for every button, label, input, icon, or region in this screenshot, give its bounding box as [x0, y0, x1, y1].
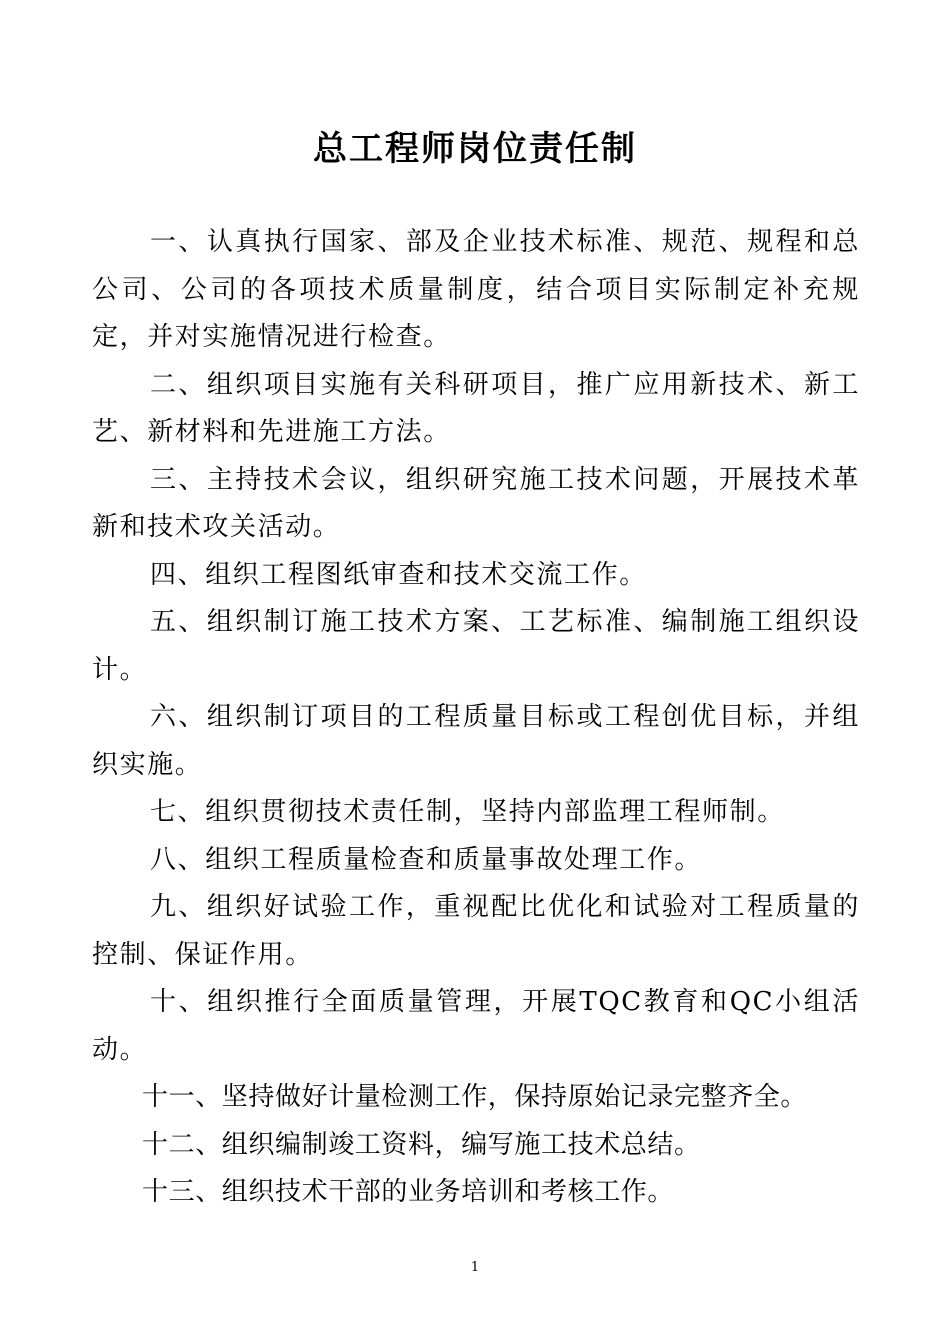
document-body [92, 219, 860, 1217]
paragraph-6: 六、组织制订项目的工程质量目标或工程创优目标，并组织实施。 [92, 702, 860, 780]
page-number: 1 [470, 1260, 480, 1275]
paragraph-10: 十、组织推行全面质量管理，开展TQC教育和QC小组活动。 [92, 987, 860, 1065]
paragraph-11: 十一、坚持做好计量检测工作，保持原始记录完整齐全。 [142, 1082, 808, 1112]
document-title: 总工程师岗位责任制 [313, 129, 637, 169]
paragraph-4: 四、组织工程图纸审查和技术交流工作。 [150, 559, 647, 590]
paragraph-9: 九、组织好试验工作，重视配比优化和试验对工程质量的控制、保证作用。 [92, 892, 860, 970]
paragraph-5: 五、组织制订施工技术方案、工艺标准、编制施工组织设计。 [92, 607, 860, 685]
paragraph-8: 八、组织工程质量检查和质量事故处理工作。 [150, 844, 703, 875]
paragraph-1: 一、认真执行国家、部及企业技术标准、规范、规程和总公司、公司的各项技术质量制度，结合项目实际制定补充规定，并对实施情况进行检查。 [92, 227, 860, 352]
paragraph-13: 十三、组织技术干部的业务培训和考核工作。 [142, 1177, 675, 1207]
paragraph-3: 三、主持技术会议，组织研究施工技术问题，开展技术革新和技术攻关活动。 [92, 464, 860, 542]
paragraph-2: 二、组织项目实施有关科研项目，推广应用新技术、新工艺、新材料和先进施工方法。 [92, 369, 860, 447]
paragraph-7: 七、组织贯彻技术责任制，坚持内部监理工程师制。 [150, 797, 785, 827]
paragraph-12: 十二、组织编制竣工资料，编写施工技术总结。 [142, 1129, 701, 1160]
